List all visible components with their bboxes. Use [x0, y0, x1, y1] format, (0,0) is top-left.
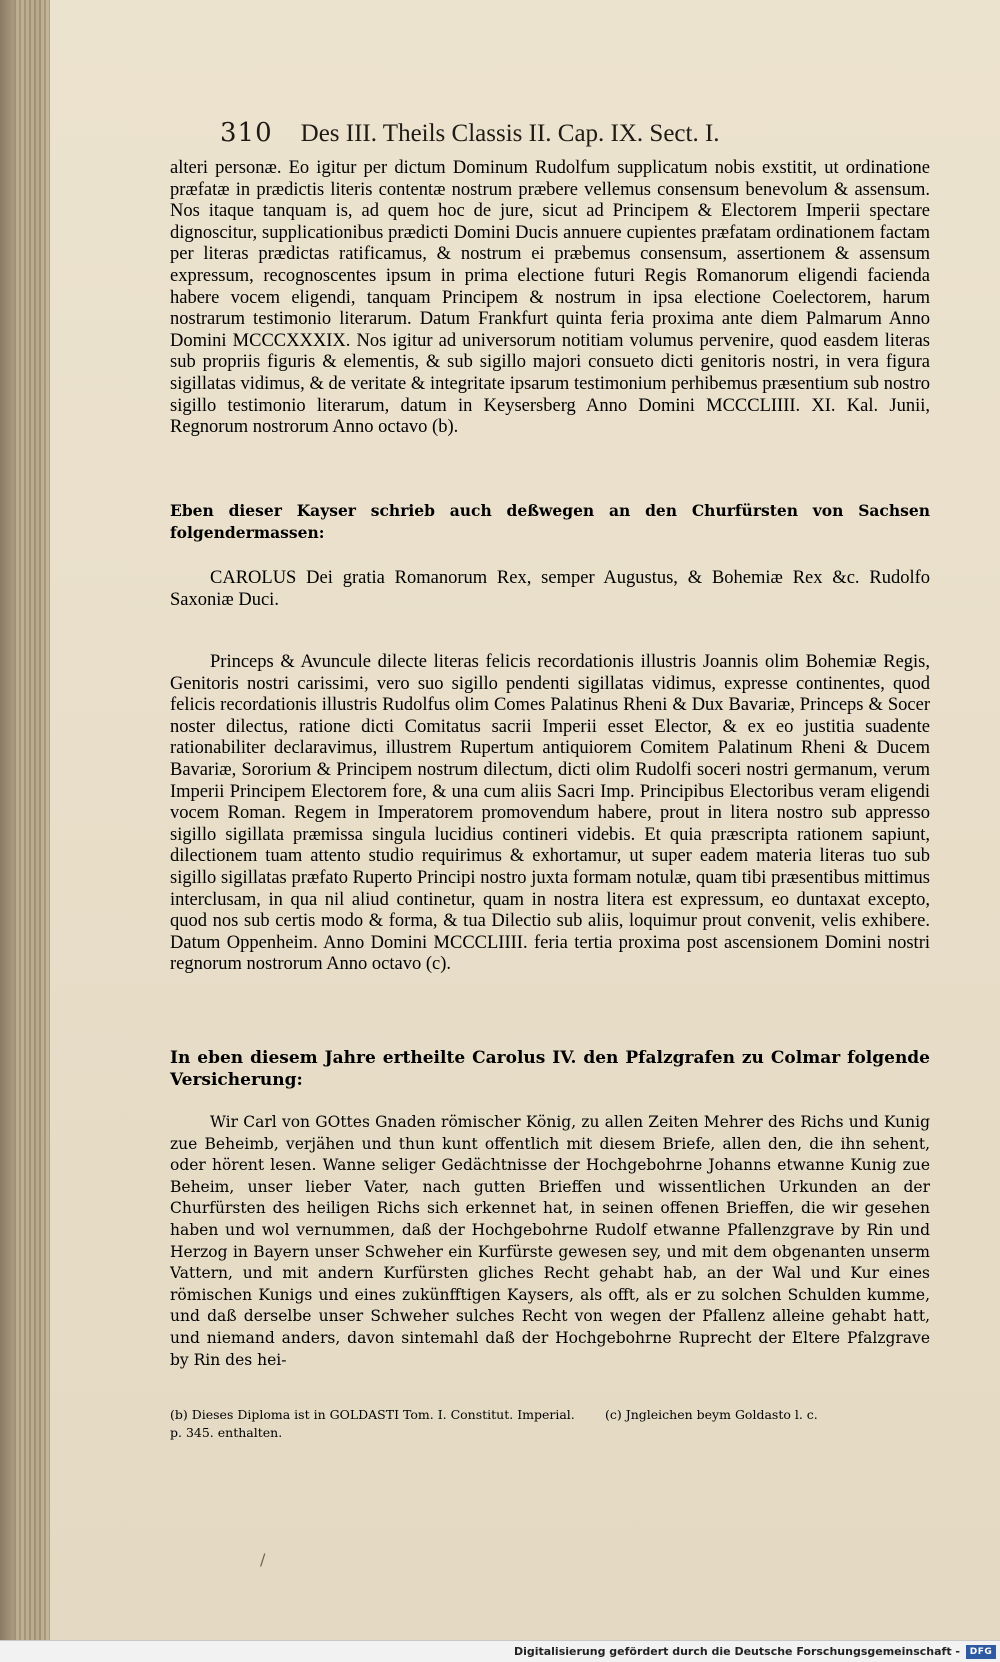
- footnote-b: (b) Dieses Diploma ist in GOLDASTI Tom. I. Constitut. Imperial. p. 345. enthalten.: [170, 1407, 575, 1440]
- letter-salutation: CAROLUS Dei gratia Romanorum Rex, semper Augustus, & Bohemiæ Rex &c. Rudolfo Saxoniæ Duci.: [170, 568, 930, 610]
- german-charter-text: Wir Carl von GOttes Gnaden römischer König, zu allen Zeiten Mehrer des Richs und Kunig zue Beheimb, verjähen und thun kunt offentlich mit diesem Briefe, allen den, die ihn sehent, oder hörent lesen. Wanne seliger Gedächtnisse der Hochgebohrne Johanns etwanne Kunig zue Beheim, unser lieber Vater, nach gutten Brieffen und wissentlichen Urkunden an der Churfürsten des heiligen Richs sich erkennet hat, in seinen offenen Brieffen, die wir gesehen haben und wol vernummen, daß der Hochgebohrne Rudolf etwanne Pfallenzgrave by Rin und Herzog in Bayern unser Schweher ein Kurfürste gewesen sey, und mit dem obgenanten unserm Vattern, und mit andern Kurfürsten gliches Recht gehabt hab, an der Wal und Kur eines römischen Kunigs und eines zukünfftigen Kaysers, als offt, als er zu solchen Schulden kumme, und daß derselbe unser Schweher sulches Recht von wegen der Pfallenz alleine gehabt hatt, und niemand anders, davon sintemahl daß der Hochgebohrne Ruprecht der Eltere Pfalzgrave by Rin des hei-: [170, 1113, 930, 1369]
- book-page-edges: [14, 0, 50, 1640]
- footer-credit: Digitalisierung gefördert durch die Deutsche Forschungsgemeinschaft -: [513, 1645, 960, 1658]
- latin-paragraph-1: alteri personæ. Eo igitur per dictum Dominum Rudolfum supplicatum nobis exstitit, ut ordinatione præfatæ in prædictis literis contentæ nostrum præbere vellemus consensum benevolum & assensum. Nos itaque tanquam is, ad quem hoc de jure, sicut ad Principem & Electorem Imperii spectare dignoscitur, supplicationibus prædicti Domini Ducis annuere cupientes præfatam ordinationem factam per literas prædictas ratificamus, & nostrum ei præbemus consensum, assertionem & assensum expressum, recognoscentes ipsum in prima electione futuri Regis Romanorum eligendi facienda habere vocem eligendi, tanquam Principem & nostrum in ipsa electione Coelectorem, harum nostrarum testimonio literarum. Datum Frankfurt quinta feria proxima ante diem Palmarum Anno Domini MCCCXXXIX. Nos igitur ad universorum notitiam volumus pervenire, quod easdem literas sub propriis figuris & elementis, & sub sigillo majori consueto dicti genitoris nostri, in vera figura sigillatas vidimus, & de veritate & integritate ipsarum testimonium perhibemus præsentium sub nostro sigillo testimonio literarum, datum in Keysersberg Anno Domini MCCCLIIII. XI. Kal. Junii, Regnorum nostrorum Anno octavo (b).: [170, 158, 930, 438]
- running-head: Des III. Theils Classis II. Cap. IX. Sect. I.: [300, 120, 720, 147]
- latin-paragraph-2: Princeps & Avuncule dilecte literas felicis recordationis illustris Joannis olim Bohemiæ Regis, Genitoris nostri carissimi, vero suo sigillo pendenti sigillatas vidimus, expresse continentes, quod felicis recordationis illustris Rudolfus olim Comes Palatinus Rheni & Dux Bavariæ, Princeps & Socer noster dilectus, ratione dicti Comitatus sacrii Imperii esset Elector, & ex eo justitia suadente rationabiliter declaravimus, illustrem Rupertum antiquiorem Comitem Palatinum Rheni & Ducem Bavariæ, Sororium & Principem nostrum dilectum, dicti olim Rudolfi soceri nostri germanum, verum Imperii Principem Electorem fore, & una cum aliis Sacri Imp. Principibus Electoribus veram eligendi vocem Roman. Regem in Imperatorem promovendum habere, prout in litera nostro sub appresso sigillo sigillata præmissa singula lucidius contineri videbis. Et quia præscripta rationem sapiunt, dilectionem tuam attento studio requirimus & exhortamur, ut super eadem materia literas tuo sub sigillo sigillatas præfato Ruperto Principi nostro juxta formam notulæ, quam tibi præsentibus mittimus interclusam, in qua nil aliud continetur, quam in nostra litera est expressum, eo duntaxat excepto, quod nos sub certis modo & forma, & tua Dilectio sub aliis, loquimur prout convenit, velis exhibere. Datum Oppenheim. Anno Domini MCCCLIIII. feria tertia proxima post ascensionem Domini nostri regnorum nostrorum Anno octavo (c).: [170, 652, 930, 975]
- dfg-logo-icon: DFG: [966, 1645, 996, 1659]
- ink-mark: /: [260, 1550, 266, 1569]
- german-heading-2: In eben diesem Jahre ertheilte Carolus IV. den Pfalzgrafen zu Colmar folgende Versicherung:: [170, 1048, 930, 1090]
- german-heading-1: Eben dieser Kayser schrieb auch deßwegen an den Churfürsten von Sachsen folgendermassen:: [170, 501, 930, 542]
- footer-bar: [0, 1640, 1000, 1662]
- page-header: [220, 118, 980, 158]
- footnote-c: (c) Jngleichen beym Goldasto l. c.: [605, 1407, 818, 1422]
- page-number: 310: [220, 118, 273, 148]
